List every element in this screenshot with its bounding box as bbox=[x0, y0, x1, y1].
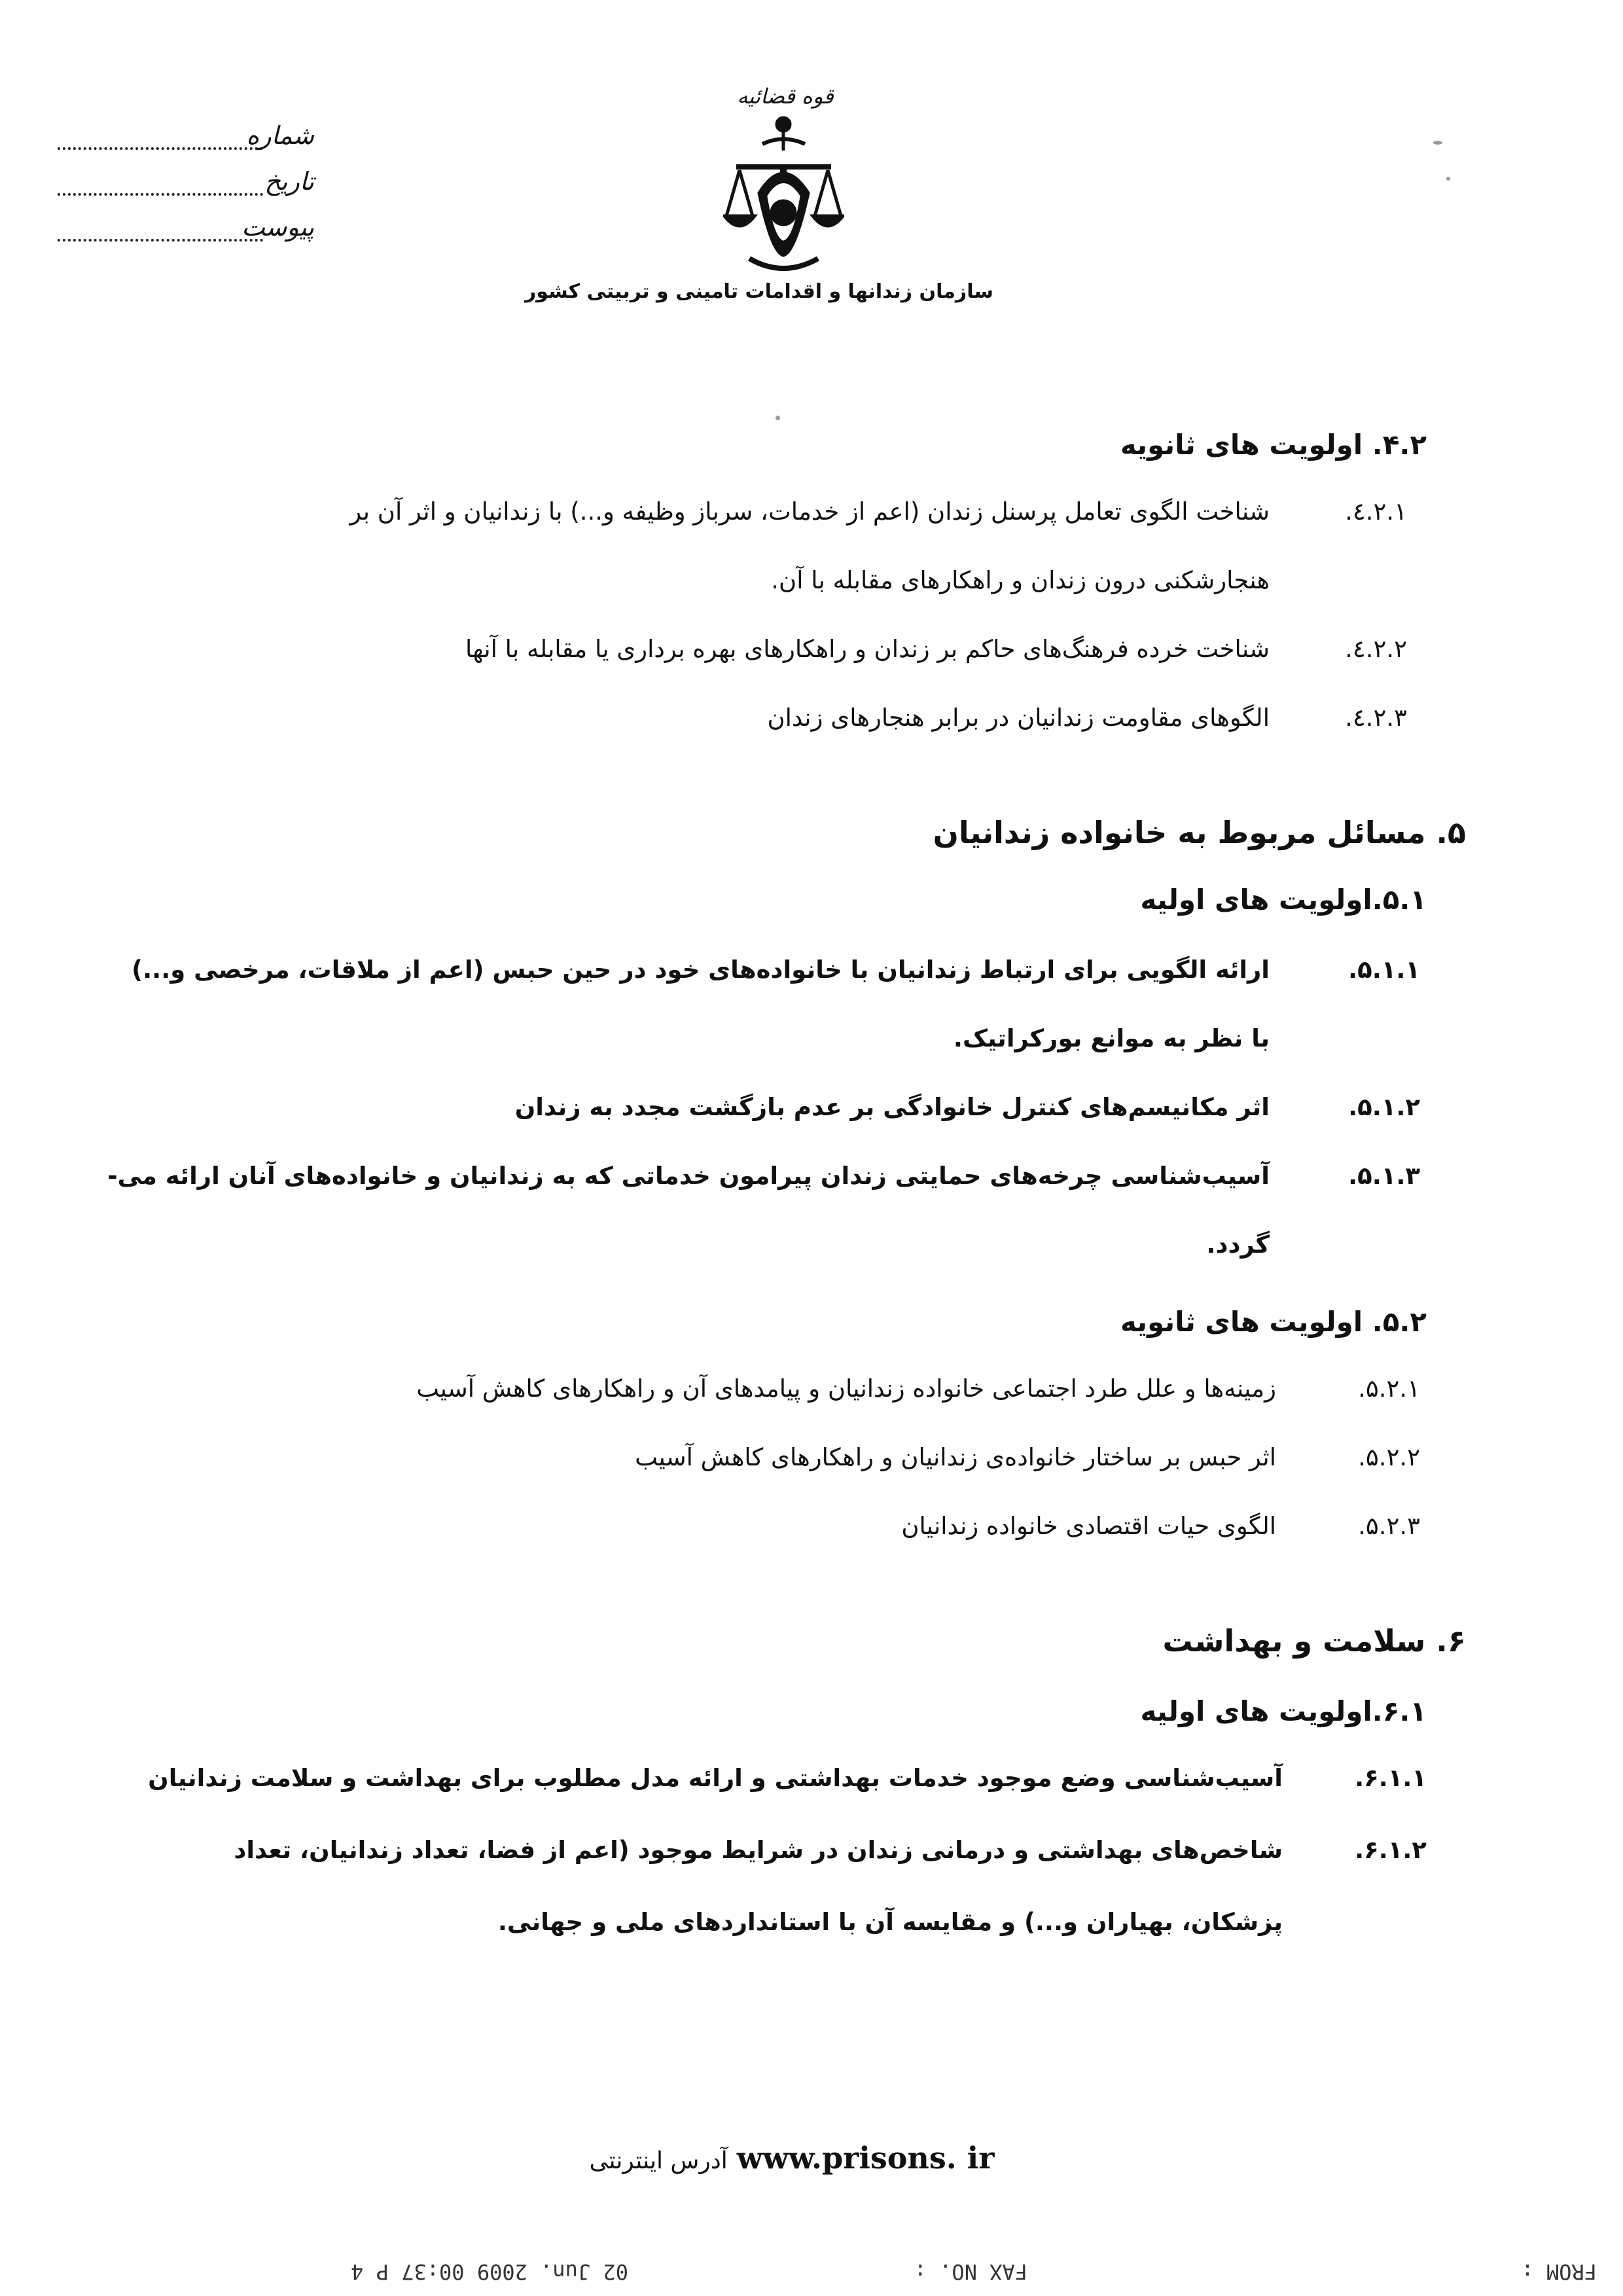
organization-name: سازمان زندانها و اقدامات تامینی و تربیتی کشور bbox=[525, 280, 993, 303]
item-5-1-2-number: ۵.۱.۲. bbox=[1348, 1093, 1420, 1121]
meta-row-date bbox=[52, 167, 314, 213]
item-5-1-1-line2: با نظر به موانع بورکراتیک. bbox=[953, 1024, 1270, 1052]
meta-dots-attachment bbox=[58, 239, 263, 242]
meta-label-date: تاریخ bbox=[264, 167, 314, 196]
section-4-2-title: ۴.۲. اولویت های ثانویه bbox=[1120, 429, 1427, 461]
fax-from: FROM : bbox=[1521, 2259, 1597, 2284]
meta-row-number bbox=[52, 121, 314, 167]
judiciary-motto: قوه قضائیه bbox=[737, 84, 834, 109]
meta-row-attachment bbox=[52, 213, 314, 259]
scan-speck bbox=[1446, 177, 1450, 181]
meta-dots-number bbox=[58, 147, 263, 150]
item-5-1-3-line2: گردد. bbox=[1206, 1230, 1270, 1259]
item-5-2-1-number: ۵.۲.۱. bbox=[1358, 1374, 1420, 1403]
meta-label-number: شماره bbox=[246, 121, 314, 150]
footer-address bbox=[563, 2140, 1021, 2176]
meta-dots-date bbox=[58, 193, 263, 196]
item-5-1-2-line1: اثر مکانیسم‌های کنترل خانوادگی بر عدم بازگشت مجدد به زندان bbox=[514, 1093, 1270, 1121]
item-4-2-2-number: ٤.٢.٢. bbox=[1345, 635, 1407, 663]
item-5-2-1-line1: زمینه‌ها و علل طرد اجتماعی خانواده زندانیان و پیامدهای آن و راهکارهای کاهش آسیب bbox=[416, 1374, 1276, 1403]
item-4-2-1-number: ٤.٢.١. bbox=[1345, 497, 1407, 526]
footer-url: www.prisons. ir bbox=[736, 2140, 995, 2176]
item-5-1-1-line1: ارائه الگویی برای ارتباط زندانیان با خانواده‌های خود در حین حبس (اعم از ملاقات، مرخصی و...) bbox=[132, 956, 1270, 984]
item-5-2-2-line1: اثر حبس بر ساختار خانواده‌ی زندانیان و راهکارهای کاهش آسیب bbox=[635, 1443, 1276, 1471]
item-6-1-1-number: ۶.۱.۱. bbox=[1355, 1764, 1427, 1792]
item-4-2-3-line1: الگوهای مقاومت زندانیان در برابر هنجارهای زندان bbox=[767, 704, 1270, 732]
item-5-2-3-line1: الگوی حیات اقتصادی خانواده زندانیان bbox=[901, 1512, 1276, 1540]
item-4-2-2-line1: شناخت خرده فرهنگ‌های حاکم بر زندان و راهکارهای بهره برداری یا مقابله با آنها bbox=[465, 635, 1270, 663]
fax-datetime: 02 Jun. 2009 00:37 P 4 bbox=[351, 2259, 628, 2284]
item-5-1-3-line1: آسیب‌شناسی چرخه‌های حمایتی زندان پیرامون خدماتی که به زندانیان و خانواده‌های آنان ارائه می- bbox=[107, 1162, 1270, 1190]
fax-number: FAX NO. : bbox=[914, 2259, 1027, 2284]
judiciary-emblem-icon bbox=[723, 88, 844, 278]
scan-speck bbox=[1433, 141, 1442, 145]
item-5-1-3-number: ۵.۱.۳. bbox=[1348, 1162, 1420, 1190]
item-4-2-1-line2: هنجارشکنی درون زندان و راهکارهای مقابله با آن. bbox=[771, 566, 1270, 594]
section-6-title: ۶. سلامت و بهداشت bbox=[1162, 1623, 1466, 1659]
item-4-2-1-line1: شناخت الگوی تعامل پرسنل زندان (اعم از خدمات، سرباز وظیفه و...) با زندانیان و اثر آن بر bbox=[349, 497, 1270, 526]
section-5-title: ۵. مسائل مربوط به خانواده زندانیان bbox=[933, 815, 1466, 850]
fax-transmission-line bbox=[131, 2251, 1597, 2284]
item-6-1-1-line1: آسیب‌شناسی وضع موجود خدمات بهداشتی و ارائه مدل مطلوب برای بهداشت و سلامت زندانیان bbox=[148, 1764, 1283, 1792]
item-5-2-2-number: ۵.۲.۲. bbox=[1358, 1443, 1420, 1471]
item-6-1-2-number: ۶.۱.۲. bbox=[1355, 1836, 1427, 1864]
item-6-1-2-line2: پزشکان، بهیاران و...) و مقایسه آن با استانداردهای ملی و جهانی. bbox=[497, 1908, 1283, 1936]
section-6-1-title: ۶.۱.اولویت های اولیه bbox=[1140, 1695, 1427, 1727]
item-5-1-1-number: ۵.۱.۱. bbox=[1348, 956, 1420, 984]
item-4-2-3-number: ٤.٢.٣. bbox=[1345, 704, 1407, 732]
document-meta-fields bbox=[52, 121, 314, 259]
section-5-2-title: ۵.۲. اولویت های ثانویه bbox=[1120, 1306, 1427, 1338]
meta-label-attachment: پیوست bbox=[241, 213, 314, 242]
section-5-1-title: ۵.۱.اولویت های اولیه bbox=[1140, 884, 1427, 916]
item-5-2-3-number: ۵.۲.۳. bbox=[1358, 1512, 1420, 1540]
scan-speck bbox=[776, 416, 780, 420]
footer-address-label: آدرس اینترنتی bbox=[589, 2147, 728, 2174]
item-6-1-2-line1: شاخص‌های بهداشتی و درمانی زندان در شرایط موجود (اعم از فضا، تعداد زندانیان، تعداد bbox=[234, 1836, 1283, 1864]
